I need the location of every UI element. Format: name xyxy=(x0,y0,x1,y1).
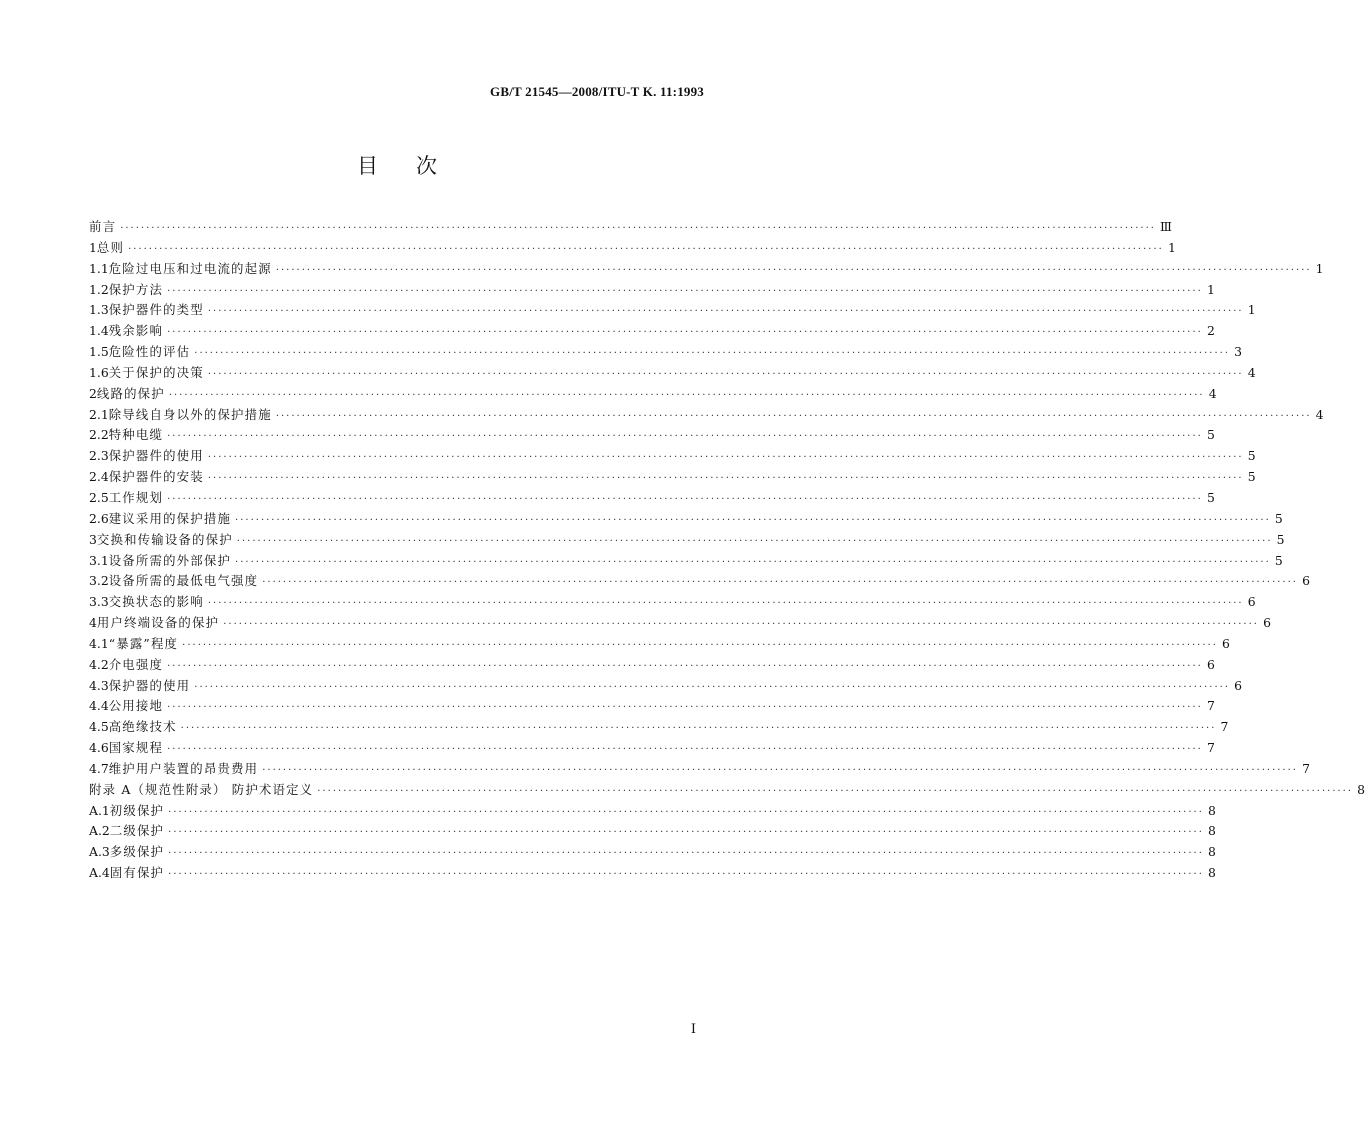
toc-entry-number: 4.3 xyxy=(89,677,109,693)
toc-leader-dots: ········································································································································································································ xyxy=(167,431,1203,443)
toc-entry-number: 1.3 xyxy=(89,302,109,318)
toc-entry-number: 2.5 xyxy=(89,489,109,505)
toc-entry-label: 初级保护 xyxy=(109,802,165,818)
toc-entry-number: 4.6 xyxy=(89,740,109,756)
toc-entry[interactable] xyxy=(89,738,1215,759)
toc-entry[interactable] xyxy=(89,425,1215,446)
toc-entry-label: “暴露”程度 xyxy=(108,635,179,651)
toc-entry-label: 总则 xyxy=(96,239,125,255)
toc-entry-page: 5 xyxy=(1247,469,1256,485)
toc-entry-page: 2 xyxy=(1206,323,1215,339)
toc-entry-page: 3 xyxy=(1234,344,1243,360)
toc-entry[interactable] xyxy=(89,238,1176,259)
toc-entry[interactable] xyxy=(89,488,1215,509)
toc-leader-dots: ········································································································································································································ xyxy=(167,493,1203,505)
toc-entry-label: 高绝缘技术 xyxy=(108,719,177,735)
toc-entry-label: 建议采用的保护措施 xyxy=(108,510,232,526)
toc-entry-number: 1.1 xyxy=(89,260,109,276)
toc-entry-label: 设备所需的外部保护 xyxy=(108,552,232,568)
toc-entry-page: 7 xyxy=(1302,760,1310,776)
toc-entry-number: 1.6 xyxy=(89,364,109,380)
toc-entry-number: 2.1 xyxy=(89,406,109,422)
toc-entry-page: 1 xyxy=(1247,302,1256,318)
toc-entry-page: 6 xyxy=(1302,573,1310,589)
toc-entry-number: 4.4 xyxy=(89,698,109,714)
toc-entry-page: 5 xyxy=(1276,531,1285,547)
toc-leader-dots: ········································································································································································································ xyxy=(180,723,1217,735)
toc-leader-dots: ········································································································································································································ xyxy=(167,285,1203,297)
toc-entry-page: 6 xyxy=(1263,615,1271,631)
toc-entry-number: 1 xyxy=(89,239,97,255)
toc-entry[interactable] xyxy=(89,259,1324,280)
toc-entry-page: 5 xyxy=(1274,510,1283,526)
toc-entry[interactable] xyxy=(89,405,1324,426)
toc-entry[interactable] xyxy=(89,342,1243,363)
toc-entry[interactable] xyxy=(89,655,1215,676)
toc-entry[interactable] xyxy=(89,280,1215,301)
toc-entry-number: 1.5 xyxy=(89,344,109,360)
toc-entry-label: 危险过电压和过电流的起源 xyxy=(108,260,272,276)
toc-entry-label: 特种电缆 xyxy=(108,427,164,443)
toc-entry-page: 8 xyxy=(1208,865,1216,881)
toc-entry[interactable] xyxy=(89,842,1216,863)
toc-leader-dots: ········································································································································································································ xyxy=(207,368,1244,380)
toc-leader-dots: ········································································································································································································ xyxy=(168,389,1205,401)
page-number: I xyxy=(690,1022,696,1037)
toc-entry-label: 保护方法 xyxy=(108,281,164,297)
toc-entry-page: 8 xyxy=(1208,844,1216,860)
toc-entry-label: 公用接地 xyxy=(108,698,164,714)
toc-entry-number: 4.1 xyxy=(89,635,109,651)
toc-entry-number: A.3 xyxy=(89,844,110,860)
toc-entry-page: 7 xyxy=(1206,740,1215,756)
toc-entry-label: 设备所需的最低电气强度 xyxy=(108,573,259,589)
toc-entry[interactable] xyxy=(89,363,1256,384)
toc-entry-page: 1 xyxy=(1167,239,1176,255)
toc-entry-number: 2 xyxy=(89,385,97,401)
toc-leader-dots: ········································································································································································································ xyxy=(182,639,1218,651)
toc-entry-page: 5 xyxy=(1206,427,1215,443)
toc-leader-dots: ········································································································································································································ xyxy=(262,577,1298,589)
toc-leader-dots: ········································································································································································································ xyxy=(207,306,1244,318)
toc-leader-dots: ········································································································································································································ xyxy=(168,806,1204,818)
toc-leader-dots: ········································································································································································································ xyxy=(194,348,1231,360)
toc-entry-number: A.4 xyxy=(89,865,110,881)
toc-entry-label: 残余影响 xyxy=(108,323,164,339)
toc-entry[interactable] xyxy=(89,300,1256,321)
toc-entry-page: 1 xyxy=(1206,281,1215,297)
toc-entry-label: 附录 A（规范性附录） 防护术语定义 xyxy=(89,781,314,797)
toc-leader-dots: ········································································································································································································ xyxy=(120,223,1156,234)
toc-leader-dots: ········································································································································································································ xyxy=(275,264,1312,276)
toc-leader-dots: ········································································································································································································ xyxy=(194,681,1231,693)
toc-leader-dots: ········································································································································································································ xyxy=(275,410,1312,422)
toc-entry-label: 交换和传输设备的保护 xyxy=(96,531,233,547)
toc-entry-label: 维护用户装置的昂贵费用 xyxy=(108,760,259,776)
toc-entry[interactable] xyxy=(89,801,1216,822)
page-title: 目次 xyxy=(357,154,475,178)
toc-entry-label: 保护器的使用 xyxy=(108,677,191,693)
toc-entry-label: 二级保护 xyxy=(109,823,165,839)
toc-entry-page: 5 xyxy=(1274,552,1283,568)
toc-entry-number: 4.2 xyxy=(89,656,109,672)
toc-entry[interactable] xyxy=(89,467,1256,488)
toc-entry[interactable] xyxy=(89,613,1271,634)
toc-entry[interactable] xyxy=(89,696,1215,717)
toc-entry-number: 2.4 xyxy=(89,469,109,485)
table-of-contents xyxy=(89,217,1365,884)
toc-entry-label: 保护器件的安装 xyxy=(108,469,204,485)
toc-entry-number: 3 xyxy=(89,531,97,547)
toc-entry-label: 保护器件的类型 xyxy=(108,302,204,318)
toc-leader-dots: ········································································································································································································ xyxy=(317,785,1354,797)
toc-entry-label: 前言 xyxy=(89,219,117,234)
toc-entry-number: 1.2 xyxy=(89,281,109,297)
toc-entry[interactable] xyxy=(89,634,1230,655)
toc-entry-label: 交换状态的影响 xyxy=(108,594,204,610)
toc-entry-number: 2.6 xyxy=(89,510,109,526)
toc-leader-dots: ········································································································································································································ xyxy=(168,869,1204,881)
toc-entry[interactable] xyxy=(89,384,1217,405)
toc-entry[interactable] xyxy=(89,863,1216,884)
toc-entry[interactable] xyxy=(89,530,1285,551)
toc-leader-dots: ········································································································································································································ xyxy=(167,327,1203,339)
toc-entry-label: 保护器件的使用 xyxy=(108,448,204,464)
toc-entry-label: 除导线自身以外的保护措施 xyxy=(108,406,272,422)
toc-entry[interactable] xyxy=(89,592,1256,613)
toc-entry-label: 线路的保护 xyxy=(96,385,165,401)
toc-entry-number: 2.3 xyxy=(89,448,109,464)
toc-leader-dots: ········································································································································································································ xyxy=(236,535,1273,547)
toc-entry-number: 3.2 xyxy=(89,573,109,589)
toc-entry-page: 6 xyxy=(1222,635,1230,651)
toc-entry-page: 1 xyxy=(1315,260,1324,276)
toc-entry-page: 8 xyxy=(1208,823,1216,839)
toc-entry-label: 用户终端设备的保护 xyxy=(96,615,220,631)
toc-entry[interactable] xyxy=(89,509,1283,530)
toc-leader-dots: ········································································································································································································ xyxy=(167,660,1203,672)
toc-entry-number: A.1 xyxy=(89,802,110,818)
toc-entry-page: 4 xyxy=(1208,385,1217,401)
toc-leader-dots: ········································································································································································································ xyxy=(168,848,1204,860)
toc-entry-page: 6 xyxy=(1206,656,1215,672)
toc-entry-page: 4 xyxy=(1315,406,1324,422)
toc-entry-page: 8 xyxy=(1357,781,1365,797)
toc-entry-number: A.2 xyxy=(89,823,110,839)
toc-entry-number: 4.7 xyxy=(89,760,109,776)
toc-entry-label: 关于保护的决策 xyxy=(108,364,204,380)
toc-leader-dots: ········································································································································································································ xyxy=(167,702,1203,714)
toc-entry-page: 6 xyxy=(1234,677,1243,693)
toc-entry[interactable] xyxy=(89,759,1310,780)
toc-entry-page: 4 xyxy=(1247,364,1256,380)
toc-leader-dots: ········································································································································································································ xyxy=(168,827,1204,839)
toc-entry[interactable] xyxy=(89,571,1310,592)
toc-entry-number: 4.5 xyxy=(89,719,109,735)
toc-entry-page: 5 xyxy=(1247,448,1256,464)
toc-entry-label: 国家规程 xyxy=(108,740,164,756)
toc-entry[interactable] xyxy=(89,780,1365,801)
toc-entry-label: 介电强度 xyxy=(108,656,164,672)
toc-entry-page: 8 xyxy=(1208,802,1216,818)
toc-leader-dots: ········································································································································································································ xyxy=(223,619,1259,631)
toc-leader-dots: ········································································································································································································ xyxy=(262,764,1298,776)
toc-entry-number: 3.1 xyxy=(89,552,109,568)
toc-entry-number: 3.3 xyxy=(89,594,109,610)
toc-entry-page: 5 xyxy=(1206,489,1215,505)
toc-entry-page: 7 xyxy=(1220,719,1229,735)
toc-entry-label: 危险性的评估 xyxy=(108,344,191,360)
toc-leader-dots: ········································································································································································································ xyxy=(235,556,1271,568)
toc-leader-dots: ········································································································································································································ xyxy=(167,744,1203,756)
toc-entry-number: 2.2 xyxy=(89,427,109,443)
toc-entry-label: 固有保护 xyxy=(109,865,165,881)
toc-leader-dots: ········································································································································································································ xyxy=(207,473,1244,485)
toc-entry-number: 1.4 xyxy=(89,323,109,339)
toc-leader-dots: ········································································································································································································ xyxy=(207,452,1244,464)
toc-entry[interactable] xyxy=(89,551,1283,572)
toc-entry-label: 工作规划 xyxy=(108,489,164,505)
toc-leader-dots: ········································································································································································································ xyxy=(128,243,1164,255)
toc-entry[interactable] xyxy=(89,717,1229,738)
toc-leader-dots: ········································································································································································································ xyxy=(235,514,1271,526)
toc-entry-label: 多级保护 xyxy=(109,844,165,860)
toc-entry-page: 7 xyxy=(1206,698,1215,714)
toc-entry[interactable] xyxy=(89,676,1243,697)
toc-entry[interactable] xyxy=(89,821,1216,842)
toc-entry-page: Ⅲ xyxy=(1159,219,1172,234)
toc-leader-dots: ········································································································································································································ xyxy=(207,598,1244,610)
standard-code: GB/T 21545—2008/ITU-T K. 11:1993 xyxy=(490,84,704,99)
toc-entry-number: 4 xyxy=(89,615,97,631)
toc-entry-page: 6 xyxy=(1247,594,1256,610)
toc-entry[interactable] xyxy=(89,217,1172,238)
toc-entry[interactable] xyxy=(89,321,1215,342)
toc-entry[interactable] xyxy=(89,446,1256,467)
